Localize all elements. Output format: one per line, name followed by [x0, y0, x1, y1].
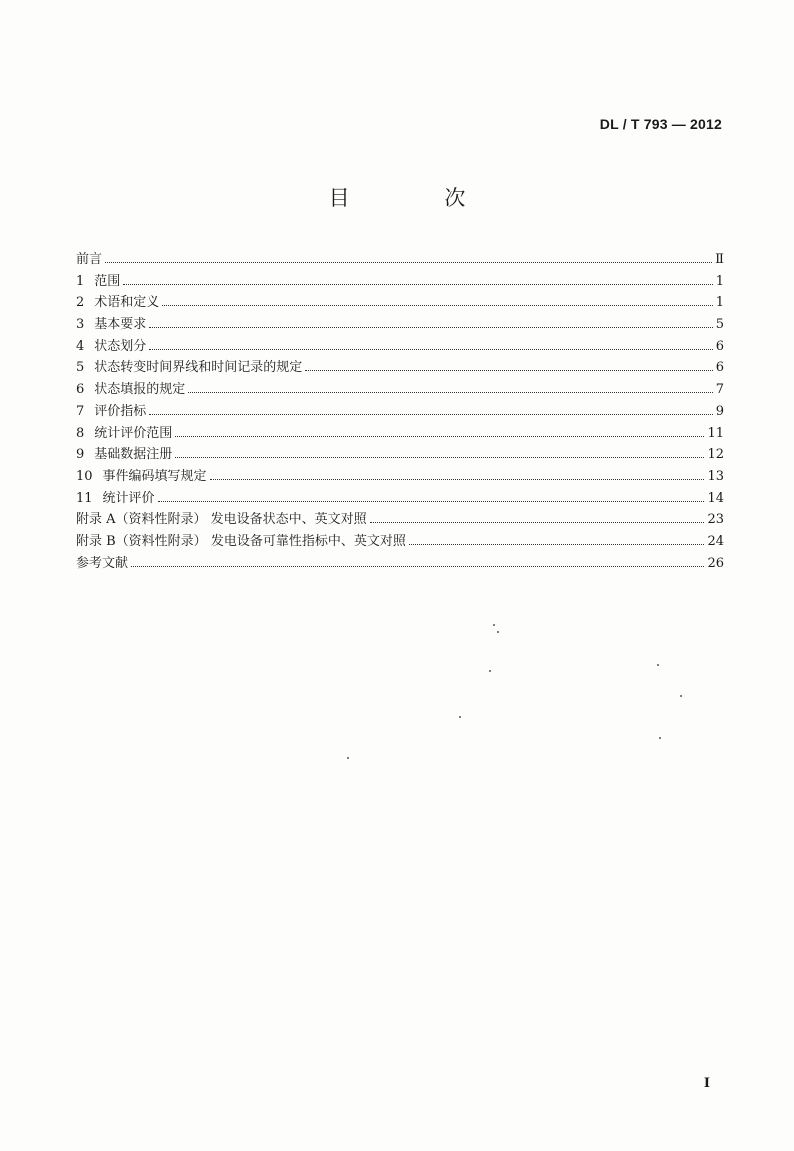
dot-leader [105, 261, 712, 263]
toc-entry-number: 7 [76, 403, 85, 419]
toc-entry-references[interactable] [76, 553, 724, 575]
toc-entry-text: 状态划分 [94, 338, 147, 354]
toc-entry-text: 参考文献 [76, 555, 129, 571]
toc-entry-text: 范围 [94, 273, 121, 289]
dot-leader [370, 521, 705, 523]
toc-entry-number: 10 [76, 468, 93, 484]
standard-code: DL / T 793 — 2012 [599, 116, 722, 132]
toc-entry-text: 前言 [76, 252, 103, 267]
toc-entry-page: 24 [707, 533, 724, 549]
dot-leader [175, 435, 704, 437]
toc-entry-number: 11 [76, 490, 93, 506]
page-number: I [703, 1076, 710, 1091]
toc-entry-11[interactable] [76, 488, 724, 510]
toc-entry-foreword[interactable] [76, 249, 724, 271]
toc-entry-10[interactable] [76, 466, 724, 488]
toc-entry-number: 9 [76, 447, 85, 463]
toc-entry-text: 统计评价范围 [94, 425, 173, 441]
toc-entry-text: 评价指标 [94, 403, 147, 419]
toc-entry-text: 状态转变时间界线和时间记录的规定 [94, 360, 303, 376]
toc-entry-number: 3 [76, 317, 85, 333]
toc-entry-page: 9 [715, 403, 724, 419]
scan-speck [459, 716, 461, 718]
toc-entry-page: 12 [707, 447, 724, 463]
scan-speck [680, 695, 682, 697]
dot-leader [162, 304, 712, 306]
dot-leader [123, 283, 712, 285]
toc-entry-1[interactable] [76, 271, 724, 293]
toc-entry-page: 11 [707, 425, 724, 441]
toc-entry-page: 5 [715, 317, 724, 333]
table-of-contents [76, 249, 724, 574]
toc-entry-number: 1 [76, 273, 85, 289]
dot-leader [175, 456, 704, 458]
toc-entry-page: 7 [715, 382, 724, 398]
toc-entry-number: 6 [76, 382, 85, 398]
toc-entry-text: 事件编码填写规定 [102, 468, 207, 484]
toc-entry-3[interactable] [76, 314, 724, 336]
dot-leader [305, 369, 712, 371]
toc-entry-6[interactable] [76, 379, 724, 401]
toc-entry-8[interactable] [76, 423, 724, 445]
toc-entry-7[interactable] [76, 401, 724, 423]
toc-entry-number: 5 [76, 360, 85, 376]
toc-entry-page: 1 [715, 295, 724, 311]
toc-entry-page: 13 [707, 468, 724, 484]
toc-entry-page: 6 [715, 338, 724, 354]
toc-entry-number: 2 [76, 295, 85, 311]
toc-entry-page: Ⅱ [715, 252, 724, 267]
dot-leader [188, 391, 712, 393]
toc-entry-text: 附录 A（资料性附录） 发电设备状态中、英文对照 [76, 512, 367, 528]
toc-entry-page: 14 [707, 490, 724, 506]
toc-entry-appendix-b[interactable] [76, 531, 724, 553]
toc-entry-page: 1 [715, 273, 724, 289]
dot-leader [210, 478, 705, 480]
toc-entry-5[interactable] [76, 357, 724, 379]
toc-entry-text: 状态填报的规定 [94, 382, 186, 398]
scan-speck [347, 757, 349, 759]
toc-entry-text: 基本要求 [94, 317, 147, 333]
scan-speck [493, 624, 495, 626]
scan-speck [489, 670, 491, 672]
toc-entry-appendix-a[interactable] [76, 509, 724, 531]
toc-entry-number: 4 [76, 338, 85, 354]
toc-entry-text: 基础数据注册 [94, 447, 173, 463]
toc-entry-text: 术语和定义 [94, 295, 160, 311]
toc-entry-page: 26 [707, 555, 724, 571]
dot-leader [158, 500, 705, 502]
toc-entry-9[interactable] [76, 444, 724, 466]
dot-leader [131, 565, 704, 567]
toc-entry-text: 附录 B（资料性附录） 发电设备可靠性指标中、英文对照 [76, 533, 406, 549]
dot-leader [149, 348, 712, 350]
scan-speck [497, 631, 499, 633]
dot-leader [149, 413, 712, 415]
toc-entry-text: 统计评价 [102, 490, 155, 506]
scan-speck [659, 737, 661, 739]
toc-entry-number: 8 [76, 425, 85, 441]
toc-title: 目 次 [328, 186, 510, 210]
scan-speck [657, 664, 659, 666]
toc-entry-4[interactable] [76, 336, 724, 358]
toc-entry-page: 23 [707, 512, 724, 528]
dot-leader [149, 326, 712, 328]
dot-leader [409, 543, 705, 545]
toc-entry-2[interactable] [76, 292, 724, 314]
toc-entry-page: 6 [715, 360, 724, 376]
